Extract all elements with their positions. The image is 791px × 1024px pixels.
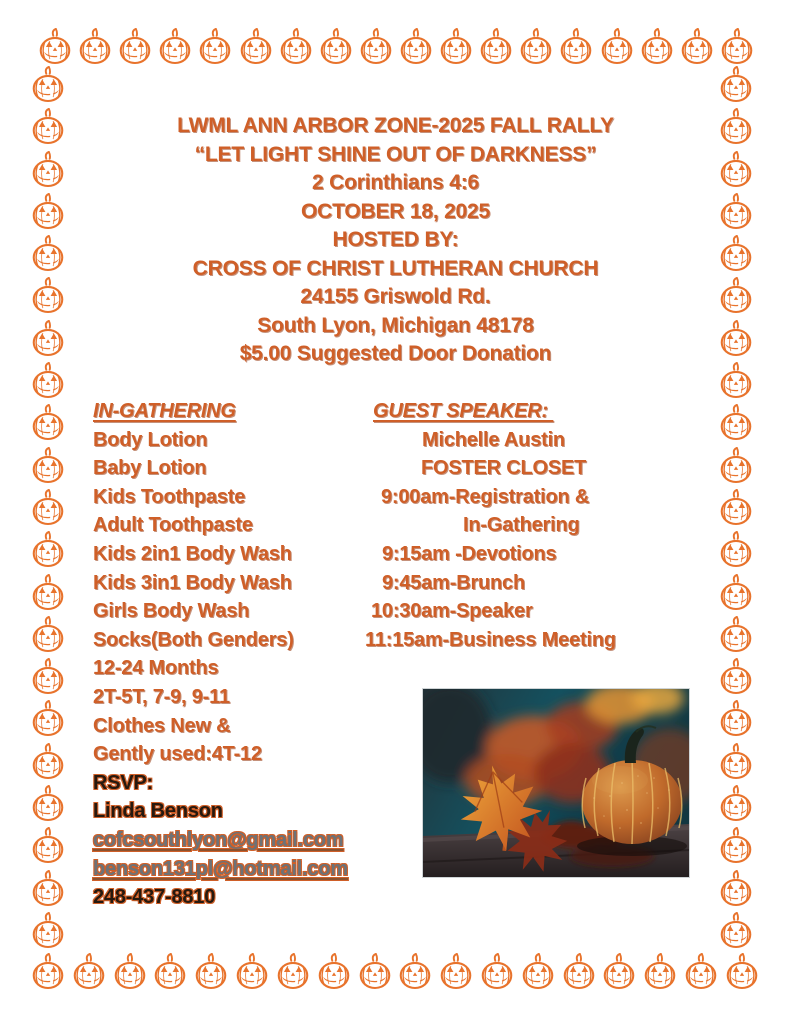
jack-o-lantern-pumpkin-icon — [716, 447, 756, 485]
door-donation-note: $5.00 Suggested Door Donation — [239, 342, 552, 365]
jack-o-lantern-pumpkin-icon — [716, 743, 756, 781]
in-gathering-item: Kids 3in1 Body Wash — [93, 571, 292, 594]
in-gathering-item: Body Lotion — [93, 428, 208, 451]
pumpkin-border-top — [35, 28, 757, 68]
jack-o-lantern-pumpkin-icon — [28, 616, 68, 654]
flyer-title: LWML ANN ARBOR ZONE-2025 FALL RALLY — [177, 114, 614, 137]
guest-speaker-heading: GUEST SPEAKER: — [373, 400, 554, 422]
in-gathering-item: Girls Body Wash — [93, 600, 250, 623]
jack-o-lantern-pumpkin-icon — [355, 953, 395, 991]
jack-o-lantern-pumpkin-icon — [232, 953, 272, 991]
schedule-item: 9:00am-Registration & — [381, 485, 590, 508]
jack-o-lantern-pumpkin-icon — [75, 28, 115, 66]
in-gathering-item: Kids 2in1 Body Wash — [93, 542, 292, 565]
in-gathering-item: Adult Toothpaste — [93, 514, 253, 537]
jack-o-lantern-pumpkin-icon — [276, 28, 316, 66]
jack-o-lantern-pumpkin-icon — [637, 28, 677, 66]
jack-o-lantern-pumpkin-icon — [110, 953, 150, 991]
jack-o-lantern-pumpkin-icon — [477, 953, 517, 991]
jack-o-lantern-pumpkin-icon — [28, 743, 68, 781]
jack-o-lantern-pumpkin-icon — [115, 28, 155, 66]
jack-o-lantern-pumpkin-icon — [716, 574, 756, 612]
jack-o-lantern-pumpkin-icon — [35, 28, 75, 66]
jack-o-lantern-pumpkin-icon — [150, 953, 190, 991]
jack-o-lantern-pumpkin-icon — [717, 28, 757, 66]
jack-o-lantern-pumpkin-icon — [28, 66, 68, 104]
jack-o-lantern-pumpkin-icon — [28, 447, 68, 485]
schedule-item: 9:15am -Devotions — [382, 542, 557, 565]
jack-o-lantern-pumpkin-icon — [28, 531, 68, 569]
jack-o-lantern-pumpkin-icon — [69, 953, 109, 991]
jack-o-lantern-pumpkin-icon — [716, 616, 756, 654]
jack-o-lantern-pumpkin-icon — [716, 66, 756, 104]
pumpkin-border-bottom — [28, 953, 762, 993]
jack-o-lantern-pumpkin-icon — [716, 785, 756, 823]
pumpkin-autumn-photo-art — [422, 688, 690, 878]
jack-o-lantern-pumpkin-icon — [556, 28, 596, 66]
schedule-item: In-Gathering — [463, 514, 580, 537]
jack-o-lantern-pumpkin-icon — [28, 700, 68, 738]
pumpkin-autumn-photo — [422, 688, 690, 878]
email-link-hotmail[interactable]: benson131pl@hotmail.com — [93, 857, 348, 880]
jack-o-lantern-pumpkin-icon — [28, 489, 68, 527]
jack-o-lantern-pumpkin-icon — [28, 404, 68, 442]
speaker-name: Michelle Austin — [422, 428, 565, 451]
jack-o-lantern-pumpkin-icon — [716, 700, 756, 738]
jack-o-lantern-pumpkin-icon — [28, 953, 68, 991]
jack-o-lantern-pumpkin-icon — [236, 28, 276, 66]
jack-o-lantern-pumpkin-icon — [716, 870, 756, 908]
jack-o-lantern-pumpkin-icon — [28, 827, 68, 865]
in-gathering-item: 12-24 Months — [93, 657, 219, 680]
jack-o-lantern-pumpkin-icon — [716, 658, 756, 696]
city-state-zip: South Lyon, Michigan 48178 — [257, 313, 534, 337]
jack-o-lantern-pumpkin-icon — [559, 953, 599, 991]
schedule-item: 11:15am-Business Meeting — [365, 628, 616, 651]
speaker-organization: FOSTER CLOSET — [421, 457, 587, 480]
jack-o-lantern-pumpkin-icon — [28, 912, 68, 950]
jack-o-lantern-pumpkin-icon — [599, 953, 639, 991]
jack-o-lantern-pumpkin-icon — [28, 785, 68, 823]
in-gathering-heading: IN-GATHERING — [93, 400, 236, 422]
in-gathering-item: Clothes New & — [93, 714, 231, 737]
jack-o-lantern-pumpkin-icon — [640, 953, 680, 991]
host-church-name: CROSS OF CHRIST LUTHERAN CHURCH — [192, 256, 599, 280]
jack-o-lantern-pumpkin-icon — [716, 827, 756, 865]
in-gathering-item: Baby Lotion — [93, 457, 207, 480]
rsvp-label: RSVP: — [93, 771, 154, 794]
in-gathering-item: Kids Toothpaste — [93, 485, 246, 508]
jack-o-lantern-pumpkin-icon — [195, 28, 235, 66]
jack-o-lantern-pumpkin-icon — [597, 28, 637, 66]
flyer-header — [60, 112, 731, 369]
jack-o-lantern-pumpkin-icon — [518, 953, 558, 991]
jack-o-lantern-pumpkin-icon — [314, 953, 354, 991]
jack-o-lantern-pumpkin-icon — [356, 28, 396, 66]
jack-o-lantern-pumpkin-icon — [28, 870, 68, 908]
rsvp-phone: 248-437-8810 — [93, 886, 216, 909]
rsvp-contact-name: Linda Benson — [93, 800, 223, 823]
guest-speaker-section — [365, 397, 695, 654]
in-gathering-item: 2T-5T, 7-9, 9-11 — [93, 685, 230, 708]
jack-o-lantern-pumpkin-icon — [28, 574, 68, 612]
jack-o-lantern-pumpkin-icon — [677, 28, 717, 66]
jack-o-lantern-pumpkin-icon — [476, 28, 516, 66]
in-gathering-item: Socks(Both Genders) — [93, 628, 294, 651]
jack-o-lantern-pumpkin-icon — [28, 658, 68, 696]
jack-o-lantern-pumpkin-icon — [716, 404, 756, 442]
jack-o-lantern-pumpkin-icon — [436, 28, 476, 66]
jack-o-lantern-pumpkin-icon — [316, 28, 356, 66]
jack-o-lantern-pumpkin-icon — [681, 953, 721, 991]
theme-verse-title: “LET LIGHT SHINE OUT OF DARKNESS” — [194, 142, 597, 166]
jack-o-lantern-pumpkin-icon — [716, 531, 756, 569]
jack-o-lantern-pumpkin-icon — [716, 489, 756, 527]
jack-o-lantern-pumpkin-icon — [722, 953, 762, 991]
street-address: 24155 Griswold Rd. — [300, 285, 491, 308]
schedule-item: 9:45am-Brunch — [382, 571, 525, 594]
in-gathering-item: Gently used:4T-12 — [93, 743, 262, 766]
email-link-gmail[interactable]: cofcsouthlyon@gmail.com — [93, 828, 344, 851]
schedule-item: 10:30am-Speaker — [371, 600, 533, 623]
jack-o-lantern-pumpkin-icon — [395, 953, 435, 991]
scripture-reference: 2 Corinthians 4:6 — [312, 171, 479, 194]
jack-o-lantern-pumpkin-icon — [155, 28, 195, 66]
jack-o-lantern-pumpkin-icon — [716, 912, 756, 950]
jack-o-lantern-pumpkin-icon — [396, 28, 436, 66]
jack-o-lantern-pumpkin-icon — [516, 28, 556, 66]
jack-o-lantern-pumpkin-icon — [436, 953, 476, 991]
hosted-by-label: HOSTED BY: — [332, 228, 459, 251]
jack-o-lantern-pumpkin-icon — [191, 953, 231, 991]
jack-o-lantern-pumpkin-icon — [273, 953, 313, 991]
event-date: OCTOBER 18, 2025 — [301, 199, 490, 223]
